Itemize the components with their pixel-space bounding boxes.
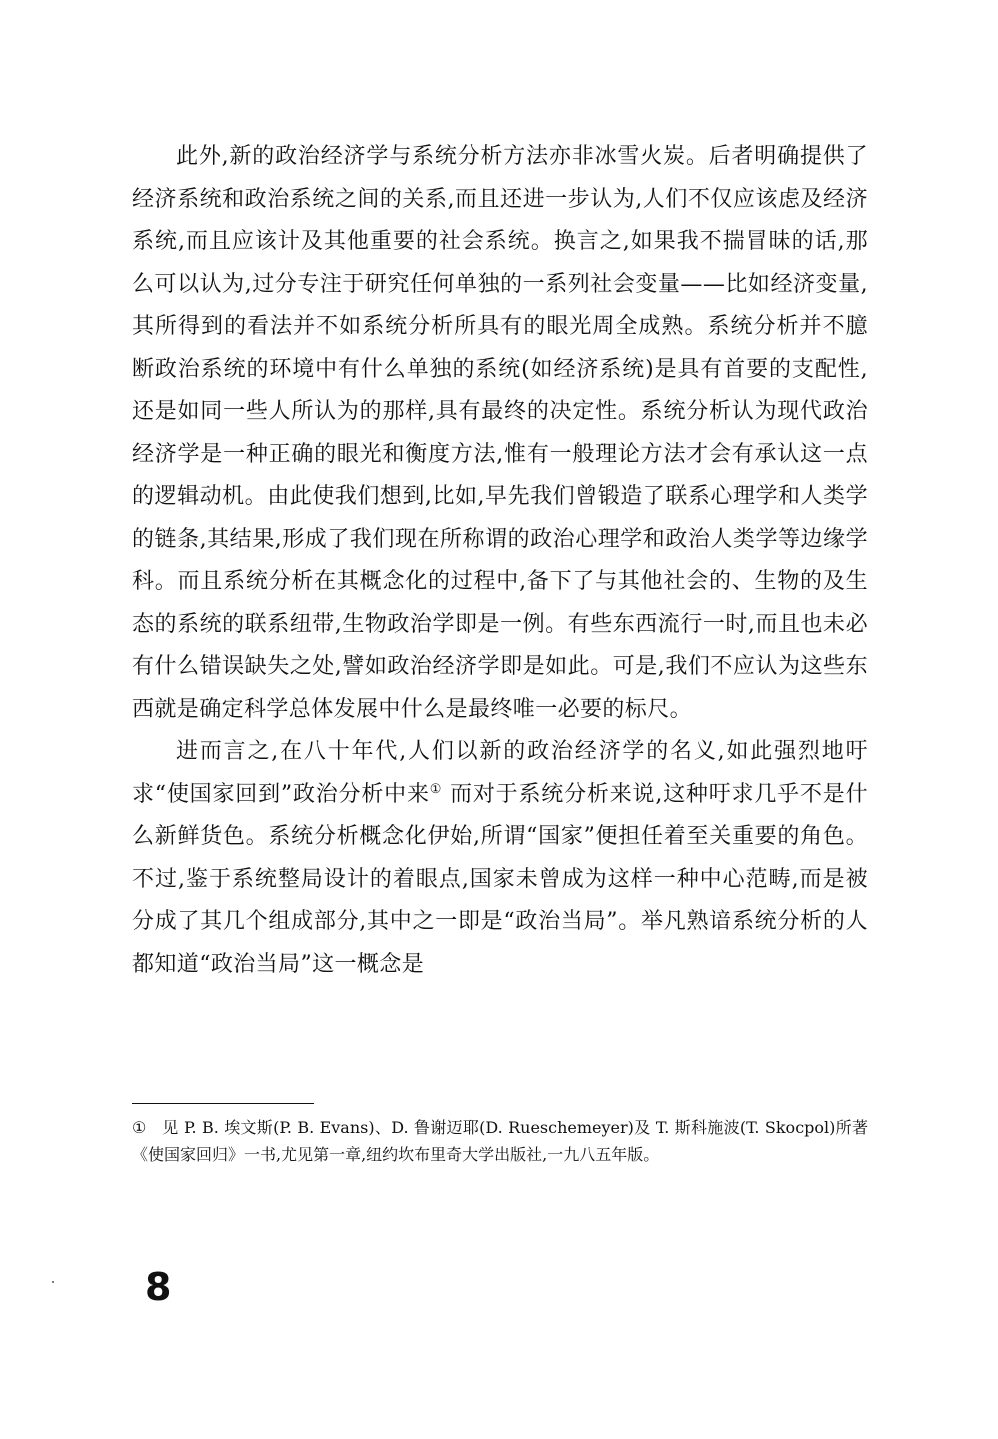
body-text	[132, 136, 868, 986]
footnote-mark: ①	[132, 1118, 147, 1137]
scan-speck	[52, 1281, 54, 1283]
paragraph-1: 此外,新的政治经济学与系统分析方法亦非冰雪火炭。后者明确提供了经济系统和政治系统之间的关系,而且还进一步认为,人们不仅应该虑及经济系统,而且应该计及其他重要的社会系统。换言之,如果我不揣冒昧的话,那么可以认为,过分专注于研究任何单独的一系列社会变量——比如经济变量,其所得到的看法并不如系统分析所具有的眼光周全成熟。系统分析并不臆断政治系统的环境中有什么单独的系统(如经济系统)是具有首要的支配性,还是如同一些人所认为的那样,具有最终的决定性。系统分析认为现代政治经济学是一种正确的眼光和衡度方法,惟有一般理论方法才会有承认这一点的逻辑动机。由此使我们想到,比如,早先我们曾锻造了联系心理学和人类学的链条,其结果,形成了我们现在所称谓的政治心理学和政治人类学等边缘学科。而且系统分析在其概念化的过程中,备下了与其他社会的、生物的及生态的系统的联系纽带,生物政治学即是一例。有些东西流行一时,而且也未必有什么错误缺失之处,譬如政治经济学即是如此。可是,我们不应认为这些东西就是确定科学总体发展中什么是最终唯一必要的标尺。	[132, 144, 868, 722]
footnote	[132, 1114, 868, 1168]
paragraph-2	[132, 731, 868, 986]
paragraph-2-text-a: 进而言之,在八十年代,人们以新的政治经济学的名义,如此强烈地吁求“使国家回到”政治分析中来	[132, 739, 868, 807]
page-number: 8	[145, 1265, 172, 1309]
footnote-reference: ①	[429, 781, 443, 797]
footnote-text: 见 P. B. 埃文斯(P. B. Evans)、D. 鲁谢迈耶(D. Rueschemeyer)及 T. 斯科施波(T. Skocpol)所著《使国家回归》一书,尤见第一章,纽约坎布里奇大学出版社,一九八五年版。	[132, 1118, 868, 1164]
paragraph-2-text-b: 而对于系统分析来说,这种吁求几乎不是什么新鲜货色。系统分析概念化伊始,所谓“国家”便担任着至关重要的角色。不过,鉴于系统整局设计的着眼点,国家未曾成为这样一种中心范畴,而是被分成了其几个组成部分,其中之一即是“政治当局”。举凡熟谙系统分析的人都知道“政治当局”这一概念是	[132, 781, 868, 977]
footnote-divider	[132, 1103, 314, 1104]
